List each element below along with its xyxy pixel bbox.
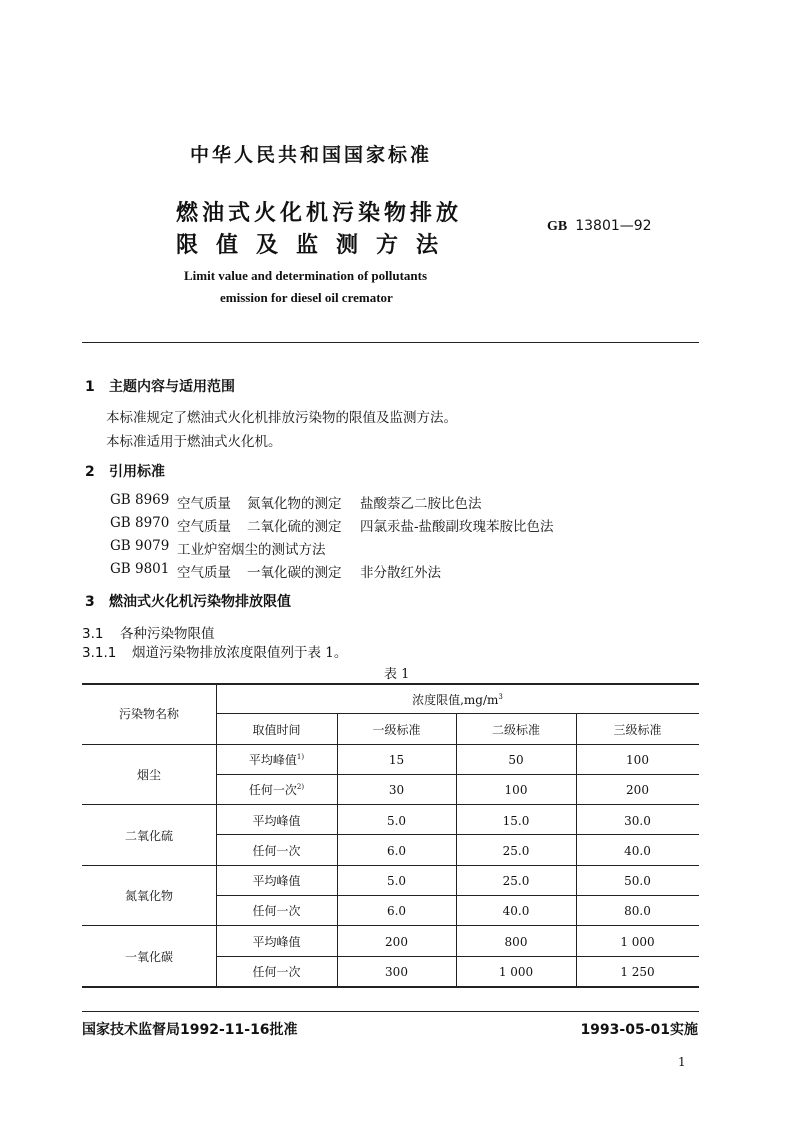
sampling-time-label: 任何一次 [248,783,297,797]
table-group-divider [82,865,699,866]
approval-date: 国家技术监督局1992-11-16批准 [82,1022,298,1038]
subsection-number: 3.1.1 [82,645,117,661]
table-header-divider [216,713,699,714]
reference-method: 四氯汞盐-盐酸副玫瑰苯胺比色法 [360,519,554,535]
header-level-2: 二级标准 [491,723,540,737]
footer-divider [82,1011,699,1012]
section-title: 引用标准 [109,464,165,480]
value-cell: 40.0 [502,904,530,918]
value-cell: 50.0 [624,874,651,888]
section-number: 2 [85,464,95,480]
reference-item: 二氧化硫的测定 [247,519,342,535]
table-row-divider [216,834,699,835]
limits-table [82,683,699,987]
sampling-time [216,781,337,798]
reference-subject: 工业炉窑烟尘的测试方法 [177,542,326,558]
table-header-bottom [82,744,699,745]
value-cell: 1 000 [620,935,655,949]
reference-row [110,538,630,556]
reference-item: 氮氧化物的测定 [247,496,342,512]
table-row-divider [216,774,699,775]
pollutant-name: 二氧化硫 [124,829,173,843]
header-divider [82,342,699,343]
value-cell: 800 [504,935,528,949]
reference-row [110,492,630,510]
value-cell: 300 [385,965,408,979]
section-1-paragraph-2: 本标准适用于燃油式火化机。 [106,434,282,450]
sampling-time-label: 平均峰值 [248,753,297,767]
value-cell: 15 [388,753,405,767]
sampling-time: 平均峰值 [252,935,301,949]
value-cell: 100 [626,753,649,767]
reference-item: 一氧化碳的测定 [247,565,342,581]
reference-row [110,515,630,533]
value-cell: 80.0 [624,904,651,918]
standard-number [547,218,652,235]
page-number: 1 [678,1055,686,1069]
table-caption: 表 1 [384,667,410,682]
header-concentration-label: 浓度限值,mg/m [412,693,499,707]
section-3-heading [85,591,291,611]
section-title: 燃油式火化机污染物排放限值 [109,594,291,610]
standard-prefix: GB [547,219,568,234]
reference-subject: 空气质量 [177,496,231,512]
value-cell: 25.0 [502,844,530,858]
document-title-line-1: 燃油式火化机污染物排放 [176,201,463,226]
sampling-time: 平均峰值 [252,874,301,888]
header-level-1: 一级标准 [372,723,421,737]
table-group-divider [82,925,699,926]
table-row-divider [216,895,699,896]
value-cell: 15.0 [502,814,530,828]
english-title-line-1: Limit value and determination of pollutants [184,268,428,283]
value-cell: 200 [626,783,649,797]
value-cell: 6.0 [386,904,407,918]
pollutant-name: 一氧化碳 [124,950,173,964]
value-cell: 5.0 [386,814,407,828]
sampling-time: 任何一次 [252,904,301,918]
table-group-divider [82,804,699,805]
reference-code: GB 9801 [110,561,170,577]
table-row-divider [216,956,699,957]
value-cell: 25.0 [502,874,530,888]
header-sampling-time: 取值时间 [252,723,301,737]
subsection-number: 3.1 [82,626,104,642]
value-cell: 1 000 [498,965,534,979]
reference-code: GB 8969 [110,492,170,508]
footnote-mark: 2) [296,783,305,791]
reference-method: 盐酸萘乙二胺比色法 [360,496,482,512]
section-2-heading [85,461,165,481]
subsection-text: 烟道污染物排放浓度限值列于表 1。 [132,645,348,661]
header-level-3: 三级标准 [613,723,662,737]
section-title: 主题内容与适用范围 [109,379,235,395]
reference-row [110,561,630,579]
section-number: 3 [85,594,95,610]
subsection-3-1 [82,622,215,642]
value-cell: 5.0 [386,874,407,888]
value-cell: 200 [385,935,408,949]
subsection-text: 各种污染物限值 [120,626,215,642]
value-cell: 1 250 [620,965,655,979]
subsection-3-1-1 [82,641,347,661]
footnote-mark: 1) [296,753,305,761]
reference-method: 非分散红外法 [360,565,441,581]
section-1-paragraph-1: 本标准规定了燃油式火化机排放污染物的限值及监测方法。 [106,410,457,426]
section-1-heading [85,376,235,396]
document-title-line-2: 限值及监测方法 [176,233,457,258]
section-number: 1 [85,379,95,395]
value-cell: 50 [508,753,524,767]
table-top-border [82,683,699,685]
sampling-time: 任何一次 [252,965,301,979]
value-cell: 40.0 [624,844,651,858]
reference-code: GB 9079 [110,538,170,554]
pollutant-name: 氮氧化物 [124,889,173,903]
value-cell: 100 [504,783,528,797]
standard-code: 13801—92 [575,218,652,234]
value-cell: 30 [388,783,405,797]
value-cell: 30.0 [624,814,651,828]
english-title-line-2: emission for diesel oil cremator [220,290,393,305]
header-pollutant: 污染物名称 [118,707,179,721]
value-cell: 6.0 [386,844,407,858]
reference-code: GB 8970 [110,515,170,531]
reference-subject: 空气质量 [177,519,231,535]
pollutant-name: 烟尘 [136,768,161,782]
country-standard-heading: 中华人民共和国国家标准 [190,144,433,166]
header-concentration-exponent: 3 [498,693,503,701]
reference-subject: 空气质量 [177,565,231,581]
sampling-time: 平均峰值 [252,814,301,828]
sampling-time: 任何一次 [252,844,301,858]
header-concentration [216,691,699,708]
table-bottom-border [82,986,699,988]
sampling-time [216,751,337,768]
implementation-date: 1993-05-01实施 [580,1022,698,1038]
